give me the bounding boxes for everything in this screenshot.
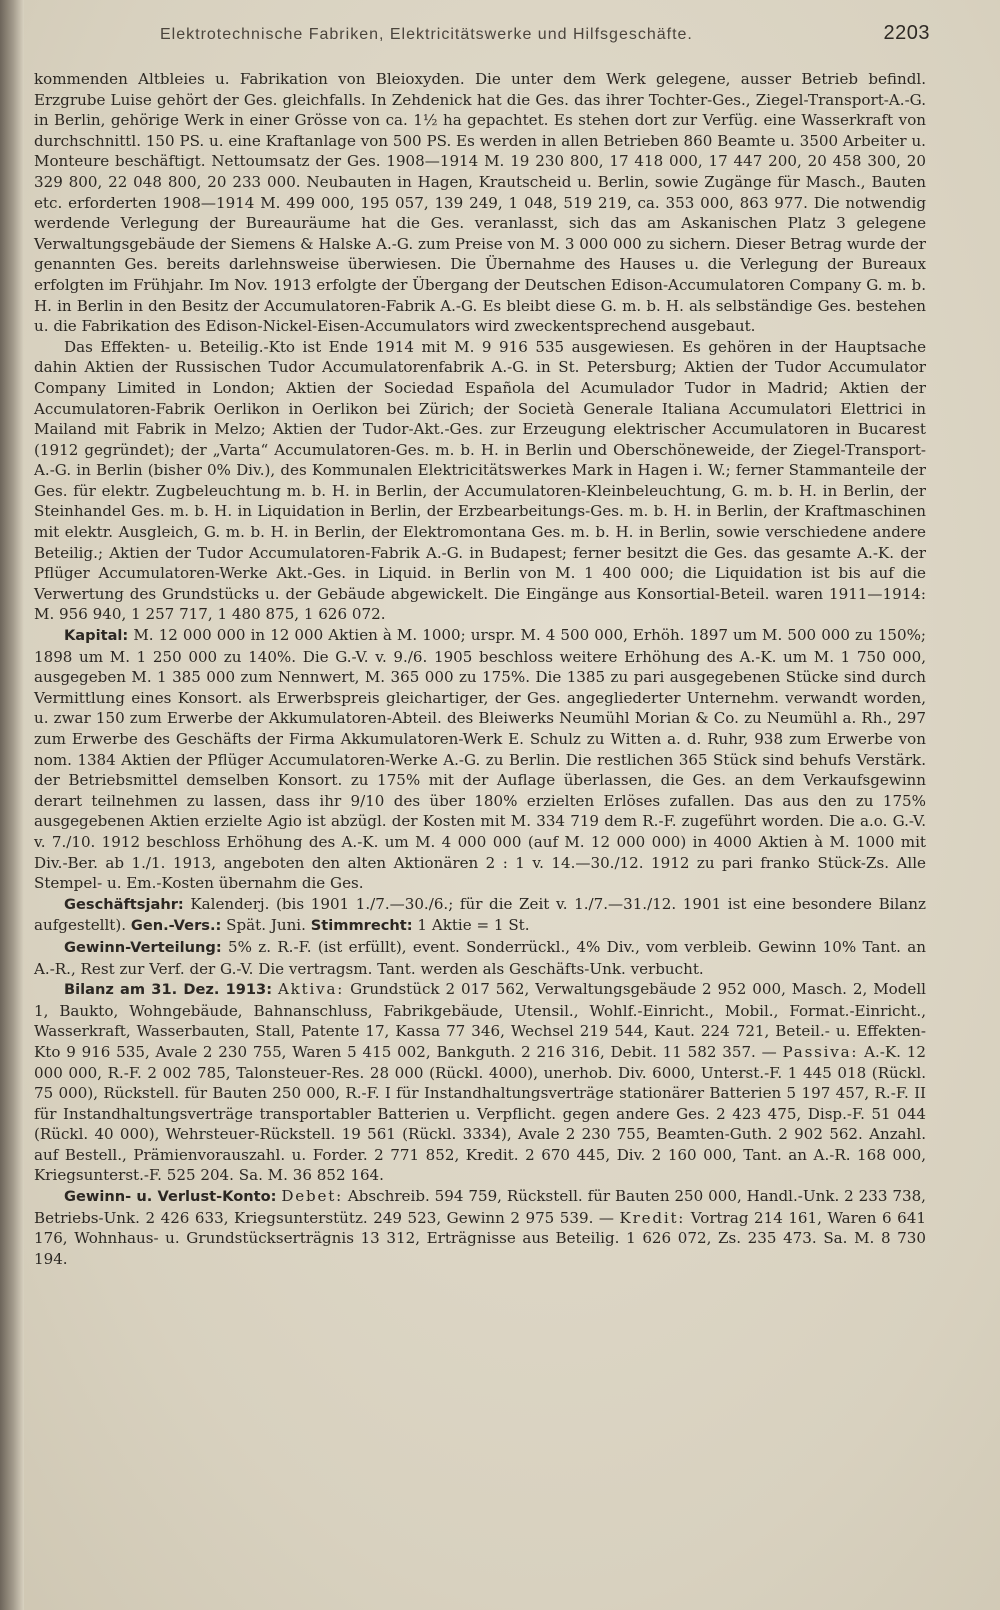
page-number: 2203 [883,22,930,44]
paragraph-participations: Das Effekten- u. Beteilig.-Kto ist Ende 1914 mit M. 9 916 535 ausgewiesen. Es gehören in der Hauptsache dahin Aktien der Russischen Tudor Accumulatorenfabrik A.-G. in St. Petersburg; Aktien der Tudor Accumulator Company Limited in London; Aktien der Sociedad Española del Acumulador Tudor in Madrid; Aktien der Accumulatoren-Fabrik Oerlikon in Oerlikon bei Zürich; der Società Generale Italiana Accumulatori Elettrici in Mailand mit Fabrik in Melzo; Aktien der Tudor-Akt.-Ges. zur Erzeugung elektrischer Accumulatoren in Bucarest (1912 gegründet); der „Varta“ Accumulatoren-Ges. m. b. H. in Berlin und Oberschöneweide, der Ziegel-Transport-A.-G. in Berlin (bisher 0% Div.), des Kommunalen Elektricitätswerkes Mark in Hagen i. W.; ferner Stammanteile der Ges. für elektr. Zugbeleuchtung m. b. H. in Berlin, der Accumulatoren-Kleinbeleuchtung, G. m. b. H. in Berlin, der Steinhandel Ges. m. b. H. in Liquidation in Berlin, der Erzbearbeitungs-Ges. m. b. H. in Berlin, der Kraftmaschinen mit elektr. Ausgleich, G. m. b. H. in Berlin, der Elektromontana Ges. m. b. H. in Berlin, sowie verschiedene andere Beteilig.; Aktien der Tudor Accumulatoren-Fabrik A.-G. in Budapest; ferner besitzt die Ges. das gesamte A.-K. der Pflüger Accumulatoren-Werke Akt.-Ges. in Liquid. in Berlin von M. 1 400 000; die Liquidation ist bis auf die Verwertung des Grundstücks u. der Gebäude abgewickelt. Die Eingänge aus Konsortial-Beteil. waren 1911—1914: M. 956 940, 1 257 717, 1 480 875, 1 626 072. [34,337,926,624]
page-body [34,69,926,1269]
geschaeftsjahr-label: Geschäftsjahr: [64,895,184,913]
kapital-text: M. 12 000 000 in 12 000 Aktien à M. 1000; urspr. M. 4 500 000, Erhöh. 1897 um M. 500 000 zu 150%; 1898 um M. 1 250 000 zu 140%. Die G.-V. v. 9./6. 1905 beschloss weitere Erhöhung des A.-K. um M. 1 750 000, ausgegeben M. 1 385 000 zum Nennwert, M. 365 000 zu 175%. Die 1385 zu pari ausgegebenen Stücke sind durch Vermittlung eines Konsort. als Erwerbspreis gleichartiger, der Ges. angegliederter Unternehm. verwandt worden, u. zwar 150 zum Erwerbe der Akkumulatoren-Abteil. des Bleiwerks Neumühl Morian & Co. zu Neumühl a. Rh., 297 zum Erwerbe des Geschäfts der Firma Akkumulatoren-Werk E. Schulz zu Witten a. d. Ruhr, 938 zum Erwerbe von nom. 1384 Aktien der Pflüger Accumulatoren-Werke A.-G. zu Berlin. Die restlichen 365 Stück sind behufs Verstärk. der Betriebsmittel demselben Konsort. zu 175% mit der Auflage überlassen, die Ges. an dem Verkaufsgewinn derart teilnehmen zu lassen, dass ihr 9/10 des über 180% erzielten Erlöses zufallen. Das aus den zu 175% ausgegebenen Aktien erzielte Agio ist abzügl. der Kosten mit M. 334 719 dem R.-F. zugeführt worden. Die a.o. G.-V. v. 7./10. 1912 beschloss Erhöhung des A.-K. um M. 4 000 000 (auf M. 12 000 000) in 4000 Aktien à M. 1000 mit Div.-Ber. ab 1./1. 1913, angeboten den alten Aktionären 2 : 1 v. 14.—30./12. 1912 zu pari franko Stück-Zs. Alle Stempel- u. Em.-Kosten übernahm die Ges. [34,626,926,893]
gen-vers-label: Gen.-Vers.: [130,917,222,935]
paragraph-gewinn-verteilung [34,937,926,979]
paragraph-bilanz [34,979,926,1186]
kredit-label: Kredit: [619,1208,686,1227]
aktiva-label: Aktiva: [277,980,345,999]
gewinn-verteilung-text: 5% z. R.-F. (ist erfüllt), event. Sonderrückl., 4% Div., vom verbleib. Gewinn 10% Tant. an A.-R., Rest zur Verf. der G.-V. Die vertragsm. Tant. werden als Geschäfts-Unk. verbucht. [34,937,926,978]
kapital-label: Kapital: [64,627,129,645]
guv-kredit-text: Vortrag 214 161, Waren 6 641 176, Wohnhaus- u. Grundstückserträgnis 13 312, Erträgnisse aus Beteilig. 1 626 072, Zs. 235 473. Sa. M. 8 730 194. [34,1208,926,1268]
stimmrecht-text: 1 Aktie = 1 St. [417,916,530,935]
passiva-label: Passiva: [782,1042,859,1061]
page-header [160,22,930,45]
running-title: Elektrotechnische Fabriken, Elektricitätswerke und Hilfsgeschäfte. [160,26,693,43]
bilanz-aktiva-text: Grundstück 2 017 562, Verwaltungsgebäude 2 952 000, Masch. 2, Modell 1, Baukto, Wohngebäude, Bahnanschluss, Fabrikgebäude, Utensil., Wohlf.-Einricht., Mobil., Format.-Einricht., Wasserkraft, Wasserbauten, Stall, Patente 17, Kassa 77 346, Wechsel 219 544, Kaut. 224 721, Beteil.- u. Effekten-Kto 9 916 535, Avale 2 230 755, Waren 5 415 002, Bankguth. 2 216 316, Debit. 11 582 357. — [34,980,926,1061]
book-spine-shadow [0,0,24,1610]
bilanz-label: Bilanz am 31. Dez. 1913: [64,981,273,999]
gewinn-verteilung-label: Gewinn-Verteilung: [64,938,222,956]
paragraph-kapital [34,625,926,894]
debet-label: Debet: [281,1187,343,1206]
paragraph-gewinn-verlust [34,1186,926,1269]
paragraph-operations: kommenden Altbleies u. Fabrikation von Bleioxyden. Die unter dem Werk gelegene, ausser Betrieb befindl. Erzgrube Luise gehört der Ges. gleichfalls. In Zehdenick hat die Ges. das ihrer Tochter-Ges., Ziegel-Transport-A.-G. in Berlin, gehörige Werk in einer Grösse von ca. 1½ ha gepachtet. Es stehen dort zur Verfüg. eine Wasserkraft von durchschnittl. 150 PS. u. eine Kraftanlage von 500 PS. Es werden in allen Betrieben 860 Beamte u. 3500 Arbeiter u. Monteure beschäftigt. Nettoumsatz der Ges. 1908—1914 M. 19 230 800, 17 418 000, 17 447 200, 20 458 300, 20 329 800, 22 048 800, 20 233 000. Neubauten in Hagen, Krautscheid u. Berlin, sowie Zugänge für Masch., Bauten etc. erforderten 1908—1914 M. 499 000, 195 057, 139 249, 1 048, 519 219, ca. 353 000, 863 977. Die notwendig werdende Verlegung der Bureauräume hat die Ges. veranlasst, sich das am Askanischen Platz 3 gelegene Verwaltungsgebäude der Siemens & Halske A.-G. zum Preise von M. 3 000 000 zu sichern. Dieser Betrag wurde der genannten Ges. bereits darlehnsweise überwiesen. Die Übernahme des Hauses u. die Verlegung der Bureaux erfolgten im Frühjahr. Im Nov. 1913 erfolgte der Übergang der Deutschen Edison-Accumulatoren Company G. m. b. H. in Berlin in den Besitz der Accumulatoren-Fabrik A.-G. Es bleibt diese G. m. b. H. als selbständige Ges. bestehen u. die Fabrikation des Edison-Nickel-Eisen-Accumulators wird zweckentsprechend ausgebaut. [34,70,926,336]
gen-vers-text: Spät. Juni. [226,916,306,935]
geschaeftsjahr-text: Kalenderj. (bis 1901 1./7.—30./6.; für die Zeit v. 1./7.—31./12. 1901 ist eine besondere Bilanz aufgestellt). [34,894,926,935]
stimmrecht-label: Stimmrecht: [310,917,413,935]
paragraph-geschaeftsjahr [34,894,926,937]
guv-debet-text: Abschreib. 594 759, Rückstell. für Bauten 250 000, Handl.-Unk. 2 233 738, Betriebs-Unk. 2 426 633, Kriegsunterstütz. 249 523, Gewinn 2 975 539. — [34,1187,926,1227]
gewinn-verlust-label: Gewinn- u. Verlust-Konto: [64,1188,277,1206]
bilanz-passiva-text: A.-K. 12 000 000, R.-F. 2 002 785, Talonsteuer-Res. 28 000 (Rückl. 4000), unerhob. Div. 6000, Unterst.-F. 1 445 018 (Rückl. 75 000), Rückstell. für Bauten 250 000, R.-F. I für Instandhaltungsverträge stationärer Batterien 5 197 457, R.-F. II für Instandhaltungsverträge transportabler Batterien u. Verpflicht. gegen andere Ges. 2 423 475, Disp.-F. 51 044 (Rückl. 40 000), Wehrsteuer-Rückstell. 19 561 (Rückl. 3334), Avale 2 230 755, Beamten-Guth. 2 902 562. Anzahl. auf Bestell., Prämienvorauszahl. u. Forder. 2 771 852, Kredit. 2 670 445, Div. 2 160 000, Tant. an A.-R. 168 000, Kriegsunterst.-F. 525 204. Sa. M. 36 852 164. [34,1042,926,1185]
